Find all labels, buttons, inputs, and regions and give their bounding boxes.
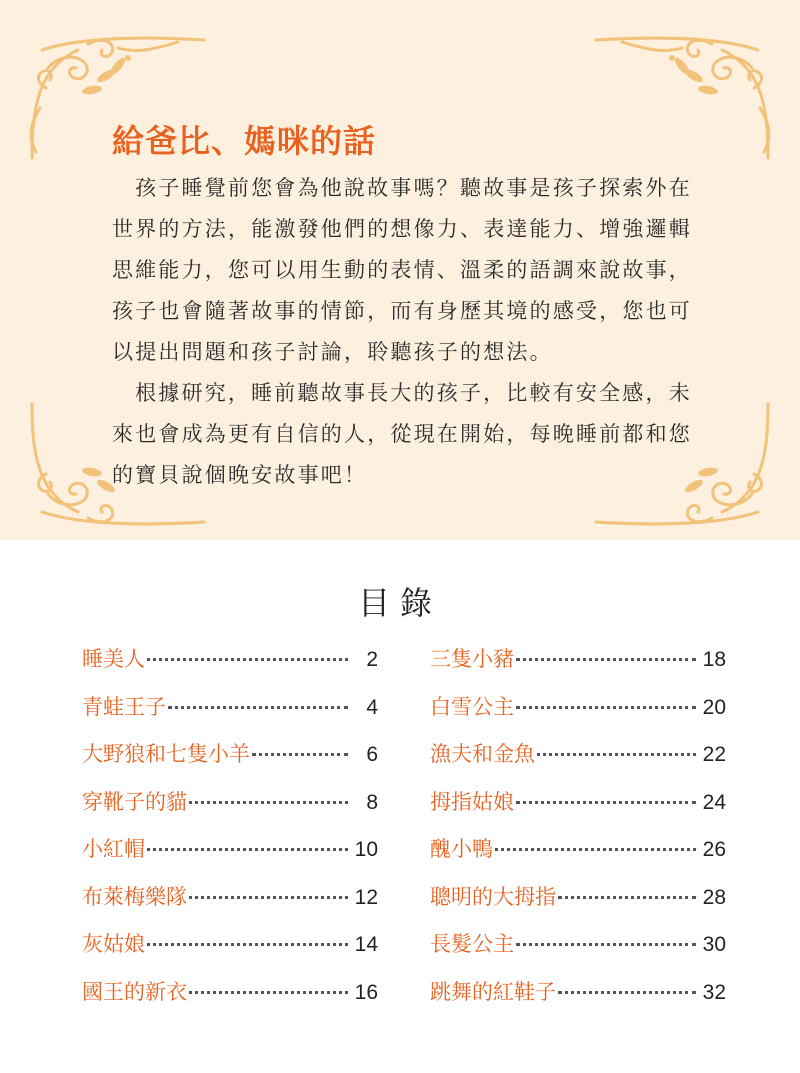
toc-column-left xyxy=(82,643,378,1023)
toc-item[interactable] xyxy=(430,928,726,976)
toc-item-title: 白雪公主 xyxy=(430,695,514,719)
toc-item-page: 10 xyxy=(354,838,378,861)
toc-item-page: 12 xyxy=(354,885,378,909)
toc-item-title: 睡美人 xyxy=(82,648,145,671)
letter-body xyxy=(112,168,712,496)
toc-item-page: 20 xyxy=(702,695,726,719)
toc-item-page: 2 xyxy=(366,648,378,671)
corner-ornament-top-right xyxy=(582,28,782,168)
toc-item-title: 灰姑娘 xyxy=(82,933,145,956)
toc-item-title: 醜小鴨 xyxy=(430,838,493,861)
toc-leader-dots xyxy=(495,848,696,851)
toc-item-title: 小紅帽 xyxy=(82,838,145,861)
letter-paragraph: 根據研究，睡前聽故事長大的孩子，比較有安全感，未來也會成為更有自信的人，從現在開始，每晚睡前都和您的寶貝說個晚安故事吧！ xyxy=(112,381,692,487)
toc-title: 目錄 xyxy=(357,584,442,622)
toc-leader-dots xyxy=(516,943,696,946)
toc-leader-dots xyxy=(147,658,348,661)
toc-item[interactable] xyxy=(430,881,726,929)
toc-item-page: 18 xyxy=(702,648,726,671)
toc-item[interactable] xyxy=(82,643,378,691)
toc-leader-dots xyxy=(147,943,348,946)
toc-item-page: 16 xyxy=(354,980,378,1004)
toc-item[interactable] xyxy=(82,786,378,834)
toc-item[interactable] xyxy=(430,976,726,1024)
letter-paragraph: 孩子睡覺前您會為他說故事嗎？聽故事是孩子探索外在世界的方法，能激發他們的想像力、表達能力、增強邏輯思維能力，您可以用生動的表情、溫柔的語調來說故事，孩子也會隨著故事的情節，而有身歷其境的感受，您也可以提出問題和孩子討論，聆聽孩子的想法。 xyxy=(112,176,692,364)
toc-item-title: 聰明的大拇指 xyxy=(430,885,556,909)
toc-column-right xyxy=(430,643,726,1023)
toc-item-title: 布萊梅樂隊 xyxy=(82,885,187,909)
toc-item-page: 6 xyxy=(366,743,378,766)
toc-leader-dots xyxy=(516,658,696,661)
toc-item[interactable] xyxy=(430,786,726,834)
toc-item[interactable] xyxy=(82,928,378,976)
toc-item[interactable] xyxy=(430,643,726,691)
toc-item[interactable] xyxy=(82,976,378,1024)
toc-item[interactable] xyxy=(430,833,726,881)
toc-item[interactable] xyxy=(430,691,726,739)
toc-item[interactable] xyxy=(82,881,378,929)
toc-item[interactable] xyxy=(82,833,378,881)
toc-leader-dots xyxy=(252,753,348,756)
toc-item[interactable] xyxy=(82,691,378,739)
toc-item[interactable] xyxy=(430,738,726,786)
toc-item-title: 漁夫和金魚 xyxy=(430,743,535,766)
toc-item-title: 跳舞的紅鞋子 xyxy=(430,980,556,1004)
toc-item-title: 長髮公主 xyxy=(430,933,514,956)
toc-leader-dots xyxy=(189,991,348,994)
toc-leader-dots xyxy=(147,848,348,851)
toc-item-title: 穿靴子的貓 xyxy=(82,790,187,814)
toc-leader-dots xyxy=(189,801,348,804)
toc-item-page: 24 xyxy=(702,790,726,814)
toc-item-page: 30 xyxy=(702,933,726,956)
toc-item-page: 8 xyxy=(366,790,378,814)
toc-item-title: 青蛙王子 xyxy=(82,695,166,719)
toc-item-title: 拇指姑娘 xyxy=(430,790,514,814)
toc-leader-dots xyxy=(516,801,696,804)
toc-item-page: 22 xyxy=(702,743,726,766)
toc-leader-dots xyxy=(189,896,348,899)
toc-leader-dots xyxy=(537,753,696,756)
toc-item-page: 26 xyxy=(702,838,726,861)
toc-leader-dots xyxy=(558,991,696,994)
toc-leader-dots xyxy=(168,706,348,709)
toc-item-title: 大野狼和七隻小羊 xyxy=(82,743,250,766)
toc-item-page: 4 xyxy=(366,695,378,719)
toc-item-page: 28 xyxy=(702,885,726,909)
toc-item-title: 三隻小豬 xyxy=(430,648,514,671)
toc-leader-dots xyxy=(558,896,696,899)
letter-title: 給爸比、媽咪的話 xyxy=(112,122,377,160)
toc-item[interactable] xyxy=(82,738,378,786)
toc-leader-dots xyxy=(516,706,696,709)
toc-item-title: 國王的新衣 xyxy=(82,980,187,1004)
toc-item-page: 32 xyxy=(702,980,726,1004)
toc-item-page: 14 xyxy=(354,933,378,956)
